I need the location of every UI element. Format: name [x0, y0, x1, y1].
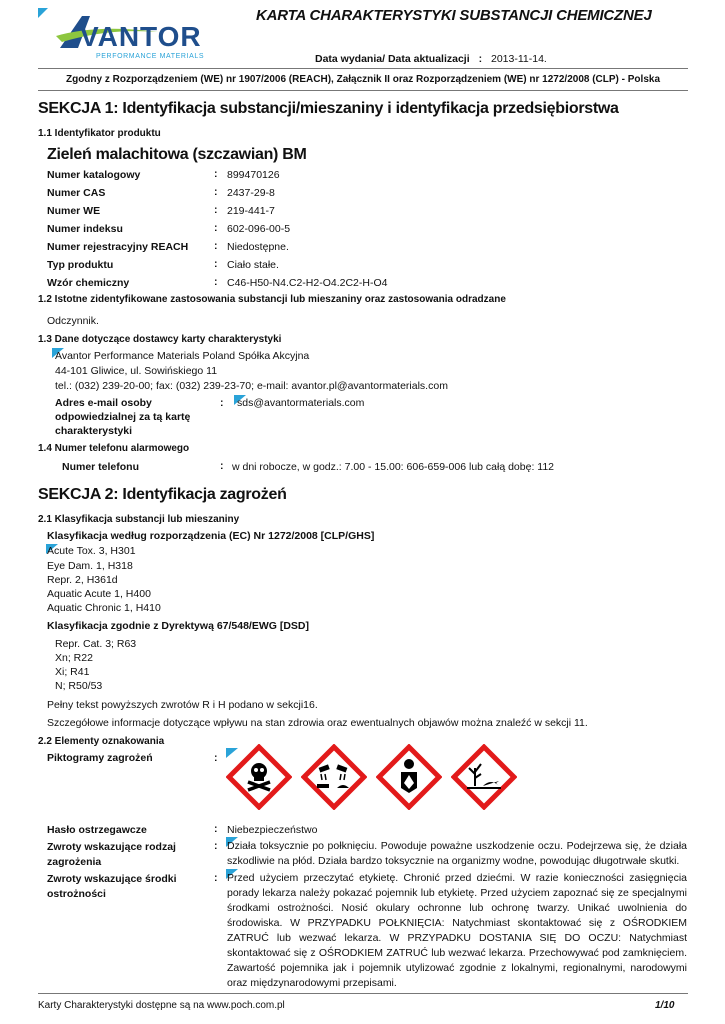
emergency-phone: w dni robocze, w godz.: 7.00 - 15.00: 606-659-006 lub całą dobę: 112	[232, 461, 555, 473]
section1-sub2: 1.2 Istotne zidentyfikowane zastosowania substancji lub mieszaniny oraz zastosowania odradzane	[38, 294, 506, 305]
pictograms-colon: :	[214, 752, 218, 764]
field-label: Numer katalogowy	[47, 169, 141, 181]
clp-item: Aquatic Chronic 1, H410	[47, 602, 161, 614]
responsible-email[interactable]: sds@avantormaterials.com	[237, 397, 365, 409]
issue-date-sep: :	[478, 53, 483, 65]
pictograms-label: Piktogramy zagrożeń	[47, 752, 153, 764]
supplier-name: Avantor Performance Materials Poland Spółka Akcyjna	[55, 350, 310, 362]
hazard-statements-text: Działa toksycznie po połknięciu. Powoduje poważne uszkodzenie oczu. Podejrzewa się, że działa szkodliwie na płód. Działa bardzo toksycznie na organizmy wodne, powodując długotrwałe skutki.	[227, 840, 687, 867]
field-label: Numer indeksu	[47, 223, 123, 235]
precautionary-statements-text: Przed użyciem przeczytać etykietę. Chronić przed dziećmi. W razie konieczności zasięgnięcia porady lekarza należy pokazać pojemnik lub etykietę. Przed użyciem zapoznać się ze specjalnymi środkami ostrożności. Nosić okulary ochronne lub ochronę twarzy. Unikać uwolnienia do środowiska. W PRZYPADKU POŁKNIĘCIA: Natychmiast skontaktować się z OŚRODKIEM ZATRUĆ lub wezwać lekarza. W PRZYPADKU DOSTANIA SIĘ DO OCZU: Natychmiast skontaktować się z OŚRODKIEM ZATRUĆ lub wezwać lekarza. Przechowywać pod zamknięciem. Zawartość pojemnika jak i pojemnik utylizować zgodnie z lokalnymi, regionalnymi, narodowymi oraz międzynarodowymi przepisami.	[227, 872, 687, 989]
field-value: 602-096-00-5	[227, 223, 291, 235]
phone-colon: :	[220, 460, 224, 472]
precautionary-statements-colon: :	[214, 872, 218, 884]
field-label: Numer CAS	[47, 187, 106, 199]
email-colon: :	[220, 397, 224, 409]
field-colon: :	[214, 168, 218, 180]
precautionary-statements-label-2: ostrożności	[47, 888, 106, 900]
hazard-statements-label-1: Zwroty wskazujące rodzaj	[47, 841, 176, 853]
email-label-2: odpowiedzialnej za tą kartę	[55, 411, 191, 423]
corrosion-icon	[301, 744, 367, 810]
field-value: 219-441-7	[227, 205, 275, 217]
skull-crossbones-icon	[226, 744, 292, 810]
dsd-item: Xi; R41	[55, 666, 90, 678]
supplier-address: 44-101 Gliwice, ul. Sowińskiego 11	[55, 365, 218, 377]
page-number: 1/10	[655, 1000, 675, 1011]
hazard-statements-colon: :	[214, 840, 218, 852]
field-value: 899470126	[227, 169, 280, 181]
clp-item: Aquatic Acute 1, H400	[47, 588, 151, 600]
footer-divider	[38, 993, 688, 994]
header-divider	[38, 68, 688, 69]
dsd-item: Xn; R22	[55, 652, 93, 664]
section1-sub4: 1.4 Numer telefonu alarmowego	[38, 443, 190, 454]
issue-date-label: Data wydania/ Data aktualizacji	[315, 53, 470, 65]
field-value: 2437-29-8	[227, 187, 275, 199]
section2-sub1: 2.1 Klasyfikacja substancji lub mieszaniny	[38, 514, 240, 525]
field-label: Numer WE	[47, 205, 101, 217]
section1-sub1: 1.1 Identyfikator produktu	[38, 128, 161, 139]
avantor-logo	[38, 6, 238, 66]
field-colon: :	[214, 240, 218, 252]
supplier-contact: tel.: (032) 239-20-00; fax: (032) 239-23-70; e-mail: avantor.pl@avantormaterials.com	[55, 380, 448, 392]
footer-text: Karty Charakterystyki dostępne są na www.poch.com.pl	[38, 1000, 285, 1011]
section2-title: SEKCJA 2: Identyfikacja zagrożeń	[38, 486, 287, 503]
dsd-heading: Klasyfikacja zgodnie z Dyrektywą 67/548/EWG [DSD]	[47, 620, 310, 632]
field-value: Ciało stałe.	[227, 259, 279, 271]
field-label: Numer rejestracyjny REACH	[47, 241, 189, 253]
field-value: C46-H50-N4.C2-H2-O4.2C2-H-O4	[227, 277, 388, 289]
clp-item: Repr. 2, H361d	[47, 574, 118, 586]
hazard-statements-label-2: zagrożenia	[47, 856, 102, 868]
section1-title: SEKCJA 1: Identyfikacja substancji/mieszaniny i identyfikacja przedsiębiorstwa	[38, 100, 619, 117]
logo-tagline: PERFORMANCE MATERIALS	[96, 53, 205, 60]
email-label-1: Adres e-mail osoby	[55, 397, 152, 409]
field-colon: :	[214, 222, 218, 234]
field-colon: :	[214, 276, 218, 288]
field-label: Wzór chemiczny	[47, 277, 130, 289]
note-health-info: Szczegółowe informacje dotyczące wpływu na stan zdrowia oraz ewentualnych objawów można znaleźć w sekcji 11.	[47, 717, 588, 729]
issue-date-value: 2013-11-14.	[491, 53, 547, 65]
dsd-item: Repr. Cat. 3; R63	[55, 638, 137, 650]
clp-item: Acute Tox. 3, H301	[47, 545, 136, 557]
field-colon: :	[214, 186, 218, 198]
email-label-3: charakterystyki	[55, 425, 133, 437]
field-label: Typ produktu	[47, 259, 114, 271]
signal-word-label: Hasło ostrzegawcze	[47, 824, 147, 836]
field-value: Niedostępne.	[227, 241, 289, 253]
health-hazard-icon	[376, 744, 442, 810]
clp-heading: Klasyfikacja według rozporządzenia (EC) Nr 1272/2008 [CLP/GHS]	[47, 530, 375, 542]
issue-date-line	[315, 53, 547, 65]
field-colon: :	[214, 258, 218, 270]
logo-wordmark: VANTOR	[80, 21, 202, 52]
precautionary-statements-label-1: Zwroty wskazujące środki	[47, 873, 177, 885]
signal-word-value: Niebezpieczeństwo	[227, 824, 318, 836]
regulation-divider	[38, 90, 688, 91]
document-title: KARTA CHARAKTERYSTYKI SUBSTANCJI CHEMICZNEJ	[256, 7, 652, 24]
regulation-line: Zgodny z Rozporządzeniem (WE) nr 1907/2006 (REACH), Załącznik II oraz Rozporządzeniem (WE) nr 1272/2008 (CLP) - Polska	[65, 74, 661, 85]
identified-uses: Odczynnik.	[47, 315, 99, 327]
note-full-text: Pełny tekst powyższych zwrotów R i H podano w sekcji16.	[47, 699, 318, 711]
dsd-item: N; R50/53	[55, 680, 103, 692]
signal-word-colon: :	[214, 823, 218, 835]
field-colon: :	[214, 204, 218, 216]
section1-sub3: 1.3 Dane dotyczące dostawcy karty charakterystyki	[38, 334, 282, 345]
clp-item: Eye Dam. 1, H318	[47, 560, 133, 572]
phone-label: Numer telefonu	[62, 461, 140, 473]
section2-sub2: 2.2 Elementy oznakowania	[38, 736, 165, 747]
product-name: Zieleń malachitowa (szczawian) BM	[47, 146, 307, 163]
environment-icon	[451, 744, 517, 810]
